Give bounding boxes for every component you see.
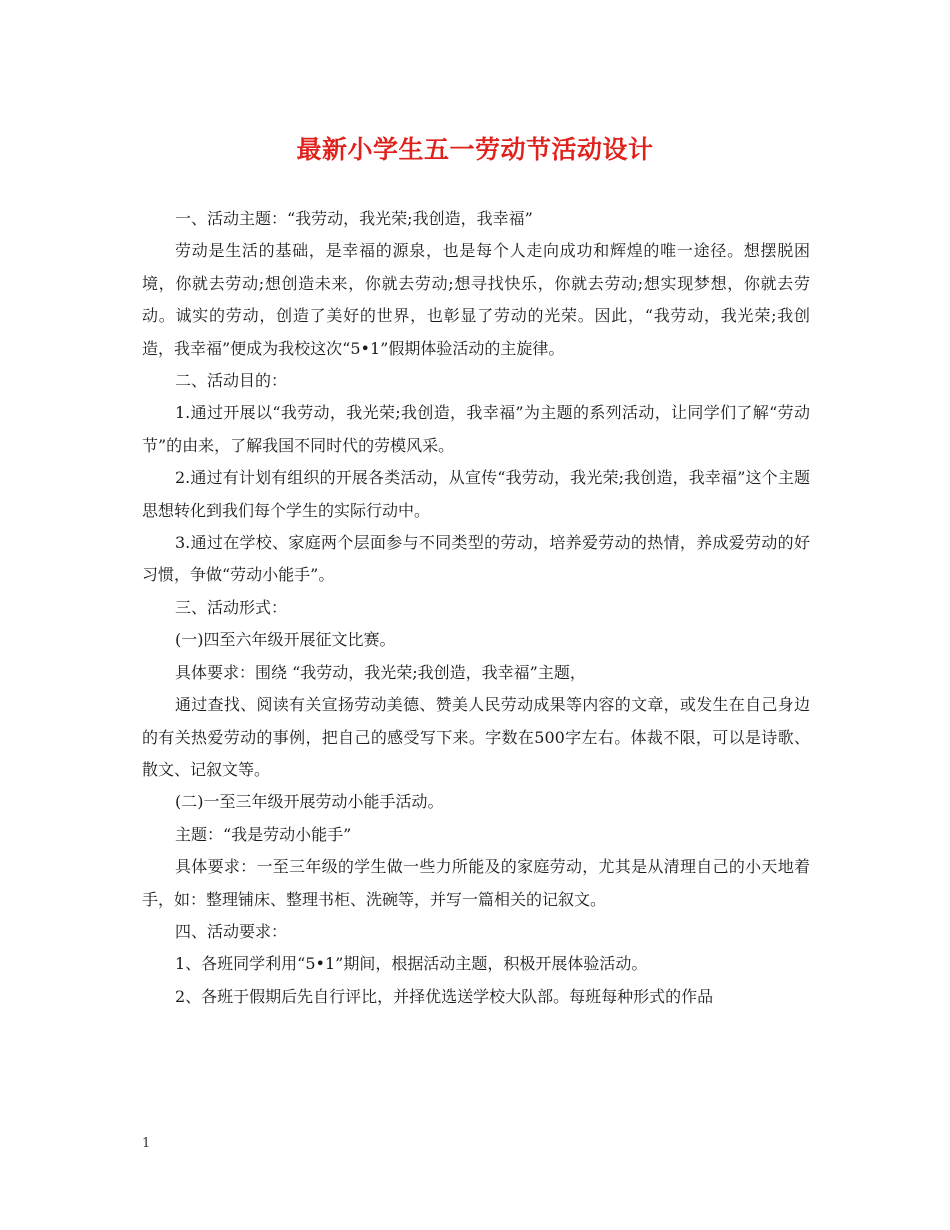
paragraph-form-heading: 三、活动形式：: [175, 597, 288, 617]
paragraph-form-1-heading: (一)四至六年级开展征文比赛。: [175, 630, 396, 650]
paragraph-purpose-3: 3.通过在学校、家庭两个层面参与不同类型的劳动，培养爱劳动的热情，养成爱劳动的好习惯，争做“劳动小能手”。: [142, 533, 810, 585]
paragraph-form-2-requirement: 具体要求：一至三年级的学生做一些力所能及的家庭劳动，尤其是从清理自己的小天地着手，如：整理铺床、整理书柜、洗碗等，并写一篇相关的记叙文。: [142, 857, 810, 909]
paragraph-form-2-theme: 主题：“我是劳动小能手”: [175, 824, 352, 844]
paragraph-purpose-2: 2.通过有计划有组织的开展各类活动，从宣传“我劳动，我光荣;我创造，我幸福”这个主题思想转化到我们每个学生的实际行动中。: [142, 468, 810, 520]
paragraph-requirement-1: 1、各班同学利用“5•1”期间，根据活动主题，积极开展体验活动。: [175, 954, 648, 974]
document-body: [142, 203, 810, 1013]
paragraph-theme-body: 劳动是生活的基础，是幸福的源泉，也是每个人走向成功和辉煌的唯一途径。想摆脱困境，你就去劳动;想创造未来，你就去劳动;想寻找快乐，你就去劳动;想实现梦想，你就去劳动。诚实的劳动，创造了美好的世界，也彰显了劳动的光荣。因此，“我劳动，我光荣;我创造，我幸福”便成为我校这次“5•1”假期体验活动的主旋律。: [142, 241, 810, 358]
paragraph-requirement-2: 2、各班于假期后先自行评比，并择优选送学校大队部。每班每种形式的作品: [175, 986, 714, 1006]
page-title: 最新小学生五一劳动节活动设计: [296, 135, 654, 164]
page-number: 1: [142, 1136, 151, 1151]
paragraph-form-1-body: 通过查找、阅读有关宣扬劳动美德、赞美人民劳动成果等内容的文章，或发生在自己身边的有关热爱劳动的事例，把自己的感受写下来。字数在500字左右。体裁不限，可以是诗歌、散文、记叙文等。: [142, 695, 810, 779]
paragraph-form-2-heading: (二)一至三年级开展劳动小能手活动。: [175, 792, 444, 812]
paragraph-theme-heading: 一、活动主题：“我劳动，我光荣;我创造，我幸福”: [175, 209, 533, 228]
paragraph-purpose-heading: 二、活动目的：: [175, 371, 288, 391]
paragraph-form-1-requirement: 具体要求：围绕 “我劳动，我光荣;我创造，我幸福”主题，: [175, 662, 586, 682]
paragraph-requirements-heading: 四、活动要求：: [175, 921, 288, 941]
paragraph-purpose-1: 1.通过开展以“我劳动，我光荣;我创造，我幸福”为主题的系列活动，让同学们了解“劳动节”的由来，了解我国不同时代的劳模风采。: [142, 403, 810, 455]
